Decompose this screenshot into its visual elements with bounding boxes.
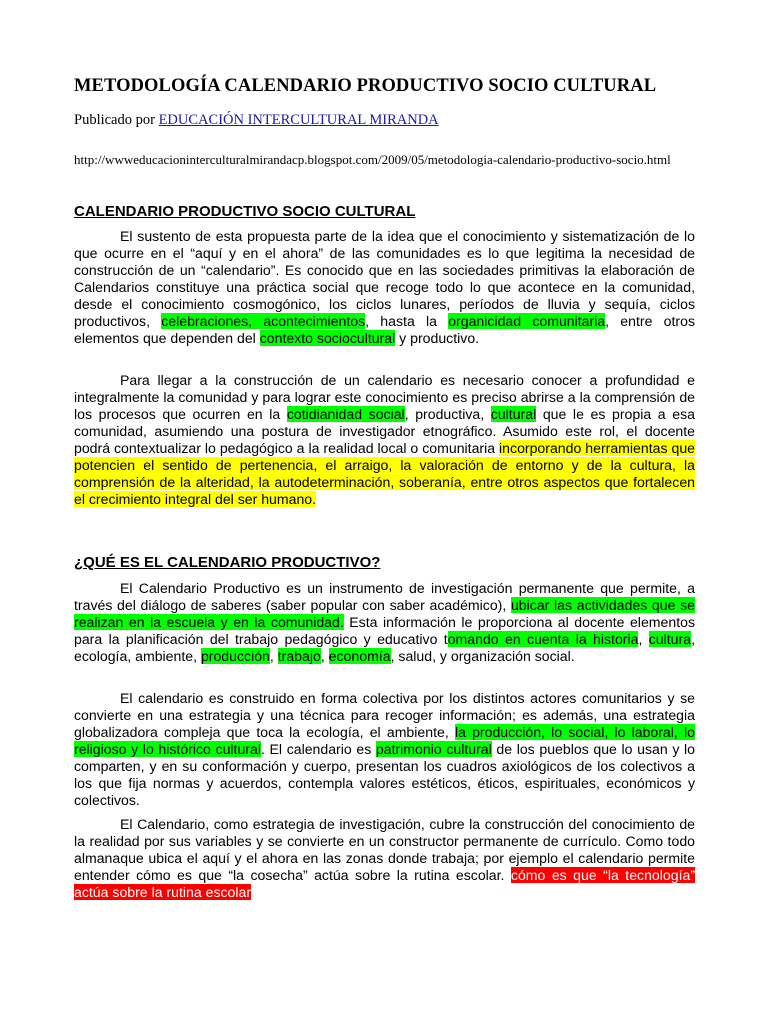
text-run: , hasta la	[365, 313, 449, 329]
source-url: http://wwweducacioninterculturalmirandacp.blogspot.com/2009/05/metodologia-calendario-productivo-socio.html	[74, 152, 671, 167]
text-run: ,	[320, 648, 329, 664]
byline-prefix: Publicado por	[74, 112, 159, 128]
highlight-green: organicidad comunitaria	[448, 313, 606, 329]
section-heading-calendario: CALENDARIO PRODUCTIVO SOCIO CULTURAL	[74, 203, 416, 220]
text-run: , salud, y organización social.	[390, 648, 575, 664]
text-run: El Calendario, como estrategia de investigación, cubre la construcción del conocimiento de la realidad por sus variables y se convierte en un constructor permanente de currículo. Como todo almanaque ubica el aquí y el ahora en las zonas donde trabaja; por ejemplo el calendario permite entender cómo es que “la cosecha” actúa sobre la rutina escolar.	[74, 816, 695, 883]
highlight-green: omando en cuenta la historia	[447, 631, 639, 647]
paragraph	[74, 580, 695, 665]
highlight-green: patrimonio cultural	[375, 741, 492, 757]
paragraph	[74, 372, 695, 508]
highlight-green: ubicar las actividades que se realizan en la escuela y en la comunidad.	[74, 597, 695, 630]
highlight-green: cultura	[648, 631, 692, 647]
text-run: El sustento de esta propuesta parte de la idea que el conocimiento y sistematización de lo que ocurre en el “aquí y en el ahora” de las comunidades es lo que legitima la necesidad de construcción de un “calendario”. Es conocido que en las sociedades primitivas la elaboración de Calendarios constituye una práctica social que recoge todo lo que acontece en la comunidad, desde el conocimiento cosmogónico, los ciclos lunares, períodos de lluvia y sequía, ciclos productivos,	[74, 228, 695, 329]
text-run: . El calendario es	[260, 741, 376, 757]
paragraph	[74, 690, 695, 809]
text-run: , ecología, ambiente,	[74, 631, 695, 664]
document-title: METODOLOGÍA CALENDARIO PRODUCTIVO SOCIO CULTURAL	[74, 76, 657, 96]
highlight-green: contexto sociocultural	[259, 330, 396, 346]
highlight-green: producción	[200, 648, 270, 664]
highlight-red: cómo es que “la tecnología” actúa sobre la rutina escolar	[74, 867, 696, 900]
text-run: El Calendario Productivo es un instrumento de investigación permanente que permite, a través del diálogo de saberes (saber popular con saber académico),	[74, 580, 695, 613]
section-heading-que-es: ¿QUÉ ES EL CALENDARIO PRODUCTIVO?	[74, 554, 381, 571]
highlight-green: cotidianidad social	[286, 406, 405, 422]
author-link[interactable]: EDUCACIÓN INTERCULTURAL MIRANDA	[158, 112, 439, 128]
text-run: ,	[638, 631, 649, 647]
paragraph	[74, 228, 695, 347]
text-run: de los pueblos que lo usan y lo comparten, y en su conformación y cuerpo, presentan los cuadros axiológicos de los colectivos a los que fija normas y acuerdos, contempla valores estéticos, éticos, espirituales, económicos y colectivos.	[74, 741, 695, 808]
text-run: El calendario es construido en forma colectiva por los distintos actores comunitarios y se convierte en una estrategia y una técnica para recoger información; es además, una estrategia globalizadora compleja que toca la ecología, el ambiente,	[74, 690, 695, 740]
highlight-green: la producción, lo social, lo laboral, lo religioso y lo histórico cultural	[74, 724, 695, 757]
text-run: Para llegar a la construcción de un calendario es necesario conocer a profundidad e integralmente la comunidad y para lograr este conocimiento es preciso abrirse a la comprensión de los procesos que ocurren en la	[74, 372, 695, 422]
highlight-green: economía	[328, 648, 391, 664]
highlight-green: trabajo	[277, 648, 321, 664]
highlight-green: cultural	[490, 406, 537, 422]
text-run: Esta información le proporciona al docente elementos para la planificación del trabajo pedagógico y educativo t	[74, 614, 695, 647]
text-run: y productivo.	[395, 330, 480, 346]
text-run: , entre otros elementos que dependen del	[74, 313, 695, 346]
text-run: ,	[269, 648, 278, 664]
text-run: que le es propia a esa comunidad, asumiendo una postura de investigador etnográfico. Asumido este rol, el docente podrá contextualizar lo pedagógico a la realidad local o comunitaria	[74, 406, 695, 456]
highlight-green: celebraciones, acontecimientos	[161, 313, 366, 329]
byline	[74, 112, 439, 129]
text-run: , productiva,	[404, 406, 491, 422]
paragraph	[74, 816, 695, 901]
highlight-yellow: incorporando herramientas que potencien el sentido de pertenencia, el arraigo, la valoración de entorno y de la cultura, la comprensión de la alteridad, la autodeterminación, soberanía, entre otros aspectos que fortalecen el crecimiento integral del ser humano.	[74, 440, 695, 507]
